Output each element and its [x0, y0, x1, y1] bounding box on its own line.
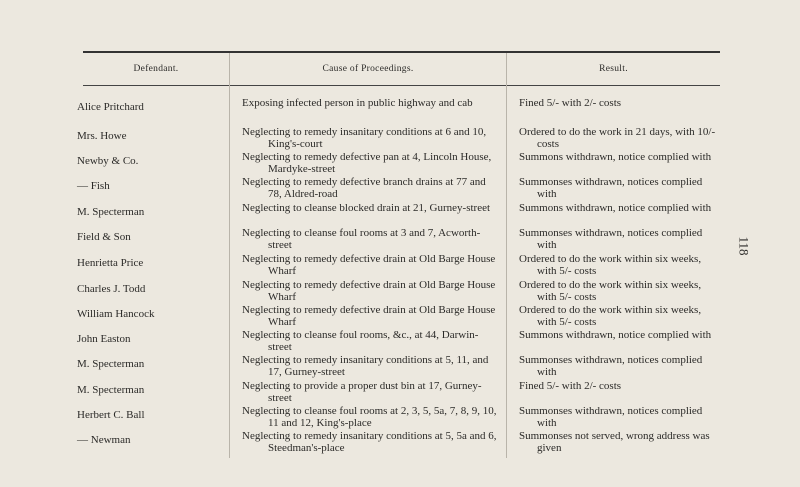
defendant-cell: Field & Son — [77, 231, 131, 243]
result-cell — [519, 126, 719, 150]
result-text: Summonses withdrawn, notices complied with — [519, 227, 703, 251]
result-cell — [519, 354, 719, 378]
cause-text: Exposing infected person in public highway and cab — [242, 97, 473, 109]
cause-cell — [242, 430, 502, 454]
header-defendant: Defendant. — [133, 64, 179, 74]
defendant-cell: William Hancock — [77, 308, 155, 320]
result-text: Summons withdrawn, notice complied with — [519, 202, 712, 214]
result-text: Ordered to do the work within six weeks, with 5/- costs — [519, 304, 702, 328]
cause-cell — [242, 126, 502, 150]
result-text: Summons withdrawn, notice complied with — [519, 329, 712, 341]
cause-cell — [242, 97, 502, 109]
cause-text: Neglecting to cleanse foul rooms, &c., at 44, Darwin-street — [242, 329, 479, 353]
cause-cell — [242, 329, 502, 353]
cause-cell — [242, 304, 502, 328]
defendant-cell: Mrs. Howe — [77, 130, 127, 142]
cause-cell — [242, 176, 502, 200]
defendant-cell: M. Specterman — [77, 206, 145, 218]
defendant-cell: Newby & Co. — [77, 155, 139, 167]
defendant-cell: M. Specterman — [77, 384, 145, 396]
cause-cell — [242, 405, 502, 429]
cause-text: Neglecting to cleanse foul rooms at 3 and 7, Acworth-street — [242, 227, 481, 251]
result-cell — [519, 202, 719, 214]
defendant-cell: — Newman — [77, 434, 131, 446]
cause-text: Neglecting to remedy defective drain at Old Barge House Wharf — [242, 253, 496, 277]
result-text: Summons withdrawn, notice complied with — [519, 151, 712, 163]
table-top-rule — [83, 51, 720, 53]
defendant-cell: — Fish — [77, 180, 110, 192]
result-cell — [519, 405, 719, 429]
cause-cell — [242, 354, 502, 378]
result-text: Ordered to do the work in 21 days, with 10/- costs — [519, 126, 716, 150]
page-number: 118 — [736, 236, 752, 256]
cause-text: Neglecting to remedy defective drain at Old Barge House Wharf — [242, 279, 496, 303]
result-text: Summonses withdrawn, notices complied with — [519, 354, 703, 378]
result-cell — [519, 97, 719, 109]
defendant-cell: M. Specterman — [77, 358, 145, 370]
result-text: Fined 5/- with 2/- costs — [519, 380, 622, 392]
cause-cell — [242, 227, 502, 251]
cause-cell — [242, 253, 502, 277]
cause-text: Neglecting to provide a proper dust bin at 17, Gurney-street — [242, 380, 482, 404]
result-text: Summonses not served, wrong address was given — [519, 430, 710, 454]
result-cell — [519, 253, 719, 277]
result-cell — [519, 430, 719, 454]
cause-text: Neglecting to remedy defective pan at 4, Lincoln House, Mardyke-street — [242, 151, 492, 175]
header-cause: Cause of Proceedings. — [322, 64, 414, 74]
cause-cell — [242, 151, 502, 175]
result-cell — [519, 176, 719, 200]
result-cell — [519, 279, 719, 303]
result-cell — [519, 380, 719, 392]
header-underline — [83, 85, 720, 86]
defendant-cell: Charles J. Todd — [77, 283, 146, 295]
defendant-cell: John Easton — [77, 333, 131, 345]
cause-text: Neglecting to remedy defective drain at Old Barge House Wharf — [242, 304, 496, 328]
cause-text: Neglecting to remedy defective branch drains at 77 and 78, Aldred-road — [242, 176, 486, 200]
cause-text: Neglecting to remedy insanitary conditions at 6 and 10, King's-court — [242, 126, 487, 150]
cause-text: Neglecting to remedy insanitary conditions at 5, 5a and 6, Steedman's-place — [242, 430, 497, 454]
result-text: Fined 5/- with 2/- costs — [519, 97, 622, 109]
result-cell — [519, 227, 719, 251]
result-cell — [519, 151, 719, 163]
table-row — [0, 97, 800, 127]
result-text: Summonses withdrawn, notices complied with — [519, 176, 703, 200]
header-result: Result. — [599, 64, 628, 74]
cause-cell — [242, 279, 502, 303]
cause-cell — [242, 202, 502, 214]
result-text: Summonses withdrawn, notices complied with — [519, 405, 703, 429]
result-cell — [519, 304, 719, 328]
defendant-cell: Herbert C. Ball — [77, 409, 145, 421]
cause-text: Neglecting to cleanse foul rooms at 2, 3, 5, 5a, 7, 8, 9, 10, 11 and 12, King's-place — [242, 405, 497, 429]
cause-cell — [242, 380, 502, 404]
result-text: Ordered to do the work within six weeks, with 5/- costs — [519, 279, 702, 303]
defendant-cell: Henrietta Price — [77, 257, 144, 269]
cause-text: Neglecting to cleanse blocked drain at 21, Gurney-street — [242, 202, 491, 214]
result-cell — [519, 329, 719, 341]
table-row — [0, 430, 800, 460]
defendant-cell: Alice Pritchard — [77, 101, 144, 113]
result-text: Ordered to do the work within six weeks, with 5/- costs — [519, 253, 702, 277]
cause-text: Neglecting to remedy insanitary conditions at 5, 11, and 17, Gurney-street — [242, 354, 489, 378]
